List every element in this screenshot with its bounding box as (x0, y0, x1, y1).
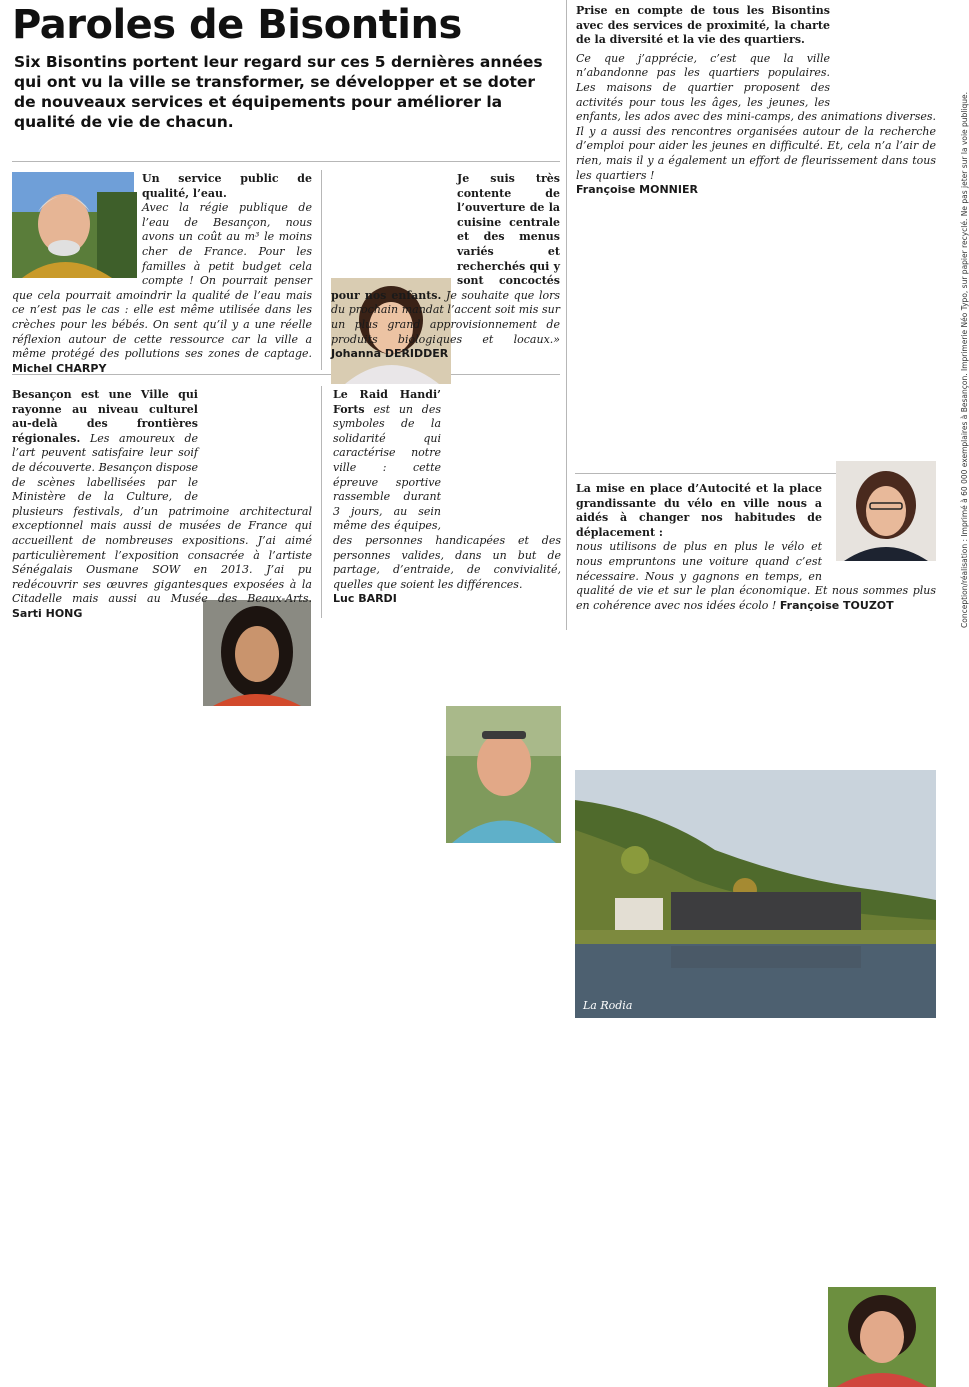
photo-caption: La Rodia (583, 999, 633, 1012)
article-lead: Un service public de qualité, l’eau. (142, 172, 312, 200)
article-lead: Je suis très contente de l’ouverture de la cuisine centrale et des menus variés et recherchés qui y sont concoctés pour nos enfants. (331, 172, 560, 302)
article-bardi (333, 388, 561, 607)
article-touzot (576, 482, 936, 613)
article-signature: Françoise TOUZOT (779, 598, 894, 612)
article-signature: Sarti HONG (12, 606, 83, 620)
article-lead: Prise en compte de tous les Bisontins avec des services de proximité, la charte de la diversité et la vie des quartiers. (576, 4, 830, 47)
portrait-francoise-touzot (828, 1287, 936, 1387)
divider-right-column (566, 0, 567, 630)
article-signature: Johanna DERIDDER (331, 347, 449, 361)
article-charpy (12, 172, 312, 376)
article-body: nous utilisons de plus en plus le vélo et nous empruntons une voiture quand c’est nécessaire. Nous y gagnons en temps, en qualité de vie et sur le plan économique. Et nous sommes plus en cohérence avec nos idées écolo ! (576, 540, 936, 612)
article-lead: Le Raid Handi’ Forts (333, 388, 441, 416)
photo-la-rodia (575, 770, 936, 1018)
article-signature: Michel CHARPY (12, 361, 107, 375)
article-lead: Besançon est une Ville qui rayonne au niveau culturel au-delà des frontières régionales. (12, 388, 198, 445)
article-body: est un des symboles de la solidarité qui caractérise notre ville : cette épreuve sportive rassemble durant 3 jours, au sein même des équipes, des personnes handicapées et des personnes valides, dans un but de partage, d’entraide, de convivialité, quelles que soient les différences. (333, 402, 561, 591)
article-deridder (331, 172, 560, 362)
article-body: Avec la régie publique de l’eau de Besançon, nous avons un coût au m³ le moins cher de France. Pour les familles à petit budget cela compte ! On pourrait penser que cela pourrait amoindrir la qualité de l’eau mais ce n’est pas le cas : elle est même utilisée dans les crèches pour les bébés. On sent qu’il y a une réelle réflexion autour de cette ressource car la ville a même protégé des pollutions ses zones de captage. (12, 201, 312, 361)
divider-top (12, 161, 560, 162)
article-hong (12, 388, 312, 622)
article-signature: Luc BARDI (333, 592, 397, 606)
article-body: Ce que j’apprécie, c’est que la ville n’abandonne pas les quartiers populaires. Les maisons de quartier proposent des activités pour tous les âges, les jeunes, les enfants, les ados avec des mini-camps, des animations diverses. Il y a aussi des rencontres organisées autour de la recherche d’emploi pour aider les jeunes en difficulté. Et, cela n’a l’air de rien, mais il y a également un effort de fleurissement dans tous les quartiers ! (576, 51, 936, 182)
article-lead: La mise en place d’Autocité et la place grandissante du vélo en ville nous a aidés à changer nos habitudes de déplacement : (576, 482, 822, 539)
portrait-luc-bardi (446, 706, 561, 843)
article-body: Je souhaite que lors du prochain mandat l’accent soit mis sur un plus grand approvisionnement de produits biologiques et locaux.» (331, 288, 560, 346)
side-credit (953, 0, 967, 634)
page-title: Paroles de Bisontins (12, 2, 462, 48)
divider-col-top (321, 170, 322, 370)
intro-paragraph: Six Bisontins portent leur regard sur ces 5 dernières années qui ont vu la ville se transformer, se développer et se doter de nouveaux services et équipements pour améliorer la qualité de vie de chacun. (14, 53, 543, 131)
article-monnier (576, 4, 936, 198)
article-body: Les amoureux de l’art peuvent satisfaire leur soif de découverte. Besançon dispose de scènes labellisées par le Ministère de la Culture, de plusieurs festivals, d’un patrimoine architectural exceptionnel mais aussi de musées de France qui accueillent de nombreuses expositions. J’ai aimé particulièrement l’exposition consacrée à l’artiste Sénégalais Ousmane SOW en 2013. J’ai pu redécouvrir ses œuvres gigantesques exposées à la Citadelle mais aussi au Musée des Beaux-Arts. (12, 431, 312, 606)
side-credit-text: Conception/réalisation : Imprimé à 60 000 exemplaires à Besançon. Imprimerie Néo Typo, sur papier recyclé. Ne pas jeter sur la voie publique. (960, 91, 969, 628)
article-signature: Françoise MONNIER (576, 183, 698, 197)
divider-col-bottom (321, 386, 322, 618)
